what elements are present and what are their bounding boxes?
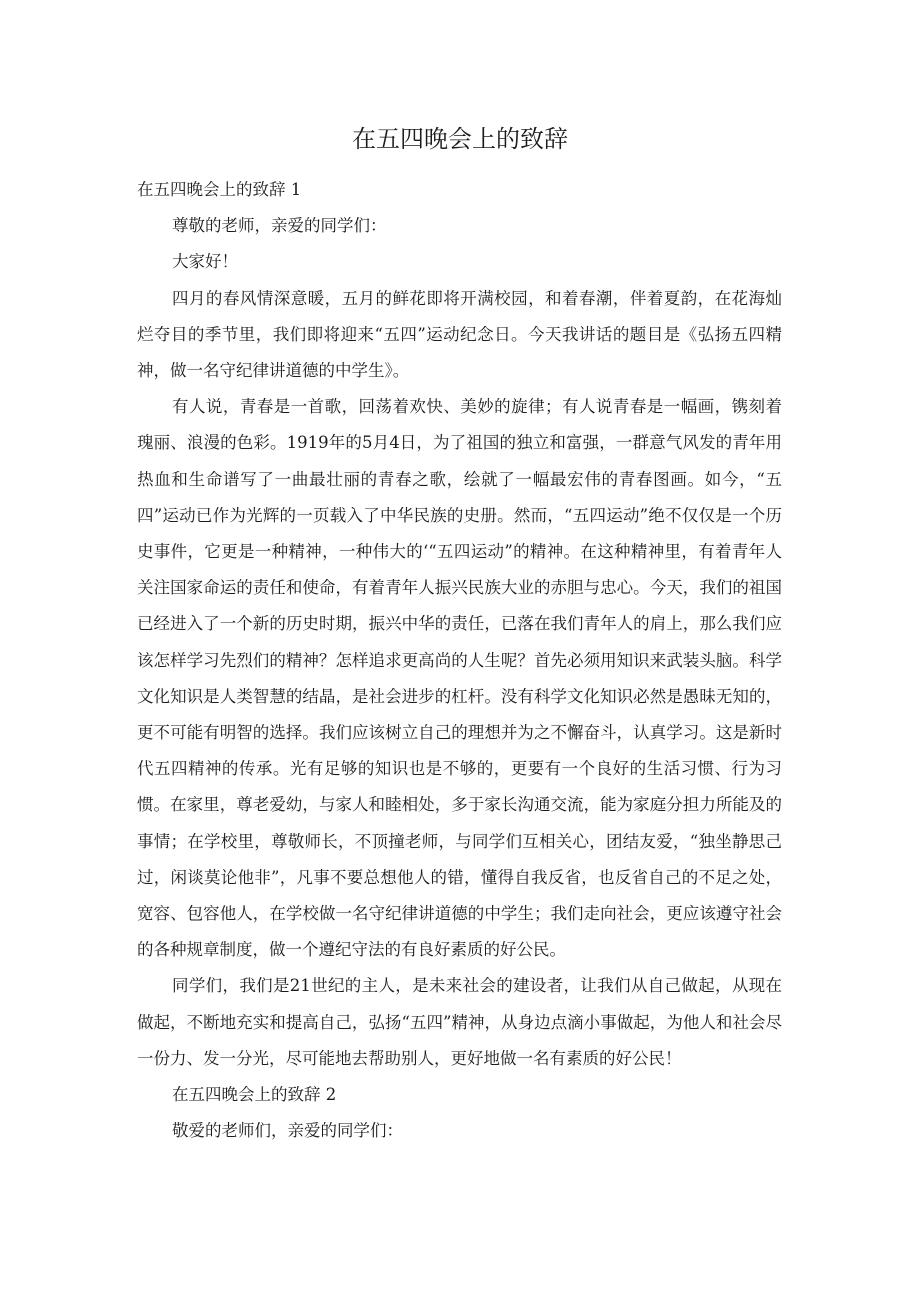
section-heading-1: 在五四晚会上的致辞 1 [137, 180, 302, 199]
greeting-2: 敬爱的老师们，亲爱的同学们： [172, 1121, 403, 1141]
greeting-1: 尊敬的老师，亲爱的同学们： [172, 216, 387, 236]
document-title: 在五四晚会上的致辞 [352, 125, 568, 153]
paragraph-main: 有人说，青春是一首歌，回荡着欢快、美妙的旋律；有人说青春是一幅画，镌刻着瑰丽、浪漫的色彩。1919年的5月4日，为了祖国的独立和富强，一群意气风发的青年用热血和生命谱写了一曲最壮丽的青春之歌，绘就了一幅最宏伟的青春图画。如今，“五四”运动已作为光辉的一页载入了中华民族的史册。然而，“五四运动”绝不仅仅是一个历史事件，它更是一种精神，一种伟大的‘“五四运动”的精神。在这种精神里，有着青年人关注国家命运的责任和使命，有着青年人振兴民族大业的赤胆与忠心。今天，我们的祖国已经进入了一个新的历史时期，振兴中华的责任，已落在我们青年人的肩上，那么我们应该怎样学习先烈们的精神？怎样追求更高尚的人生呢？首先必须用知识来武装头脑。科学文化知识是人类智慧的结晶，是社会进步的杠杆。没有科学文化知识必然是愚昧无知的，更不可能有明智的选择。我们应该树立自己的理想并为之不懈奋斗，认真学习。这是新时代五四精神的传承。光有足够的知识也是不够的，更要有一个良好的生活习惯、行为习惯。在家里，尊老爱幼，与家人和睦相处，多于家长沟通交流，能为家庭分担力所能及的事情；在学校里，尊敬师长，不顶撞老师，与同学们互相关心，团结友爱，“独坐静思己过，闲谈莫论他非”，凡事不要总想他人的错，懂得自我反省，也反省自己的不足之处，宽容、包容他人，在学校做一名守纪律讲道德的中学生；我们走向社会，更应该遵守社会的各种规章制度，做一个遵纪守法的有良好素质的好公民。 [137, 397, 782, 960]
paragraph-intro: 四月的春风情深意暖，五月的鲜花即将开满校园，和着春潮，伴着夏韵，在花海灿烂夺目的季节里，我们即将迎来“五四”运动纪念日。今天我讲话的题目是《弘扬五四精神，做一名守纪律讲道德的中学生》。 [137, 288, 782, 381]
hello-line: 大家好！ [172, 252, 238, 272]
section-heading-2: 在五四晚会上的致辞 2 [172, 1085, 337, 1105]
document-body [137, 172, 782, 1149]
paragraph-closing: 同学们，我们是21世纪的主人，是未来社会的建设者，让我们从自己做起，从现在做起，不断地充实和提高自己，弘扬“五四”精神，从身边点滴小事做起，为他人和社会尽一份力、发一分光，尽可能地去帮助别人，更好地做一名有素质的好公民！ [137, 976, 782, 1068]
